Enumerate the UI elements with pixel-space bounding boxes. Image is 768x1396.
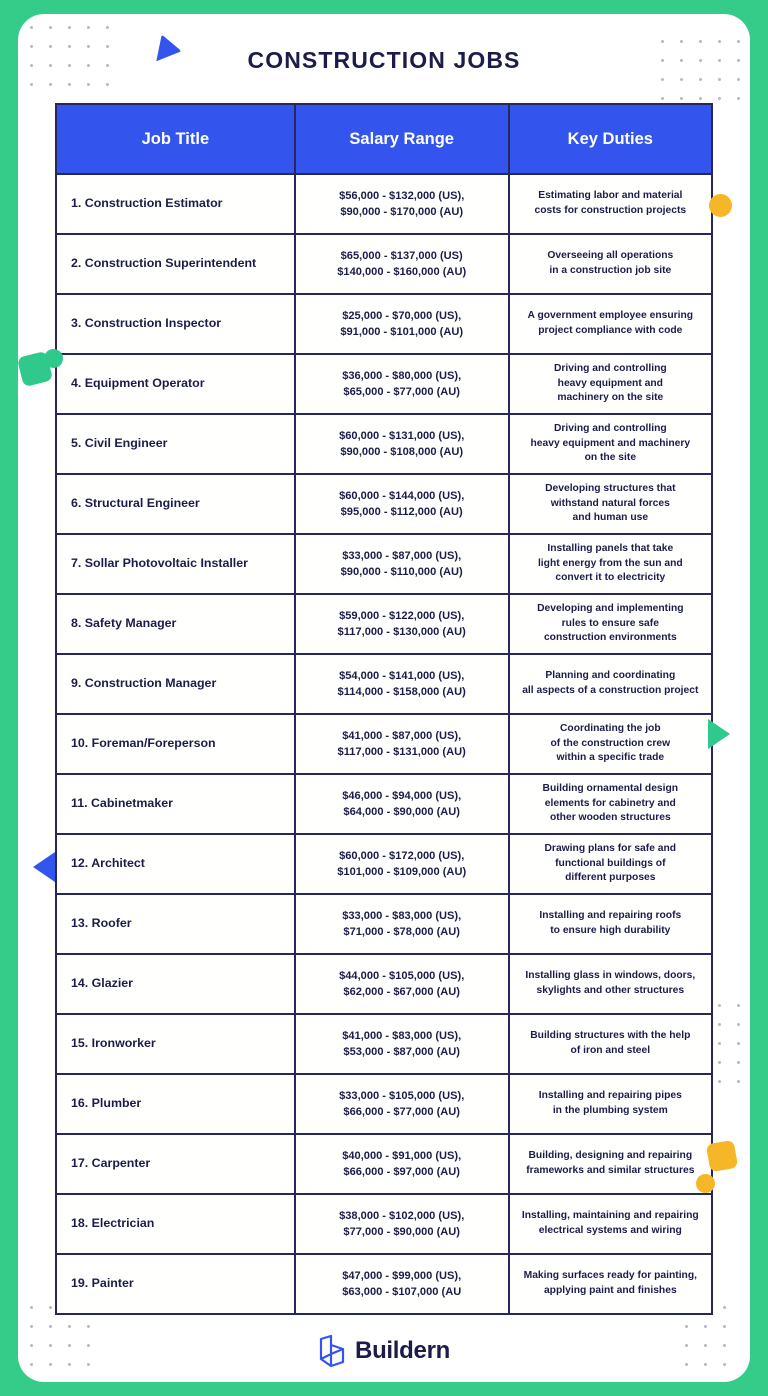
salary-line: $36,000 - $80,000 (US), <box>342 369 462 382</box>
duty-line: Installing glass in windows, doors, <box>525 970 696 982</box>
decorative-dot <box>737 1023 740 1026</box>
decorative-dot <box>737 97 740 100</box>
cell-salary-range <box>295 1254 509 1314</box>
cell-job-title: 16. Plumber <box>56 1074 295 1134</box>
salary-line: $33,000 - $105,000 (US), <box>339 1089 465 1102</box>
green-square-decoration <box>17 351 53 387</box>
salary-line: $33,000 - $83,000 (US), <box>342 909 462 922</box>
table-row <box>56 354 712 414</box>
cell-key-duties <box>509 894 712 954</box>
salary-line: $41,000 - $87,000 (US), <box>342 729 462 742</box>
decorative-dot <box>106 83 109 86</box>
decorative-dot <box>718 1023 721 1026</box>
cell-salary-range <box>295 1194 509 1254</box>
decorative-dot <box>718 78 721 81</box>
table-row <box>56 954 712 1014</box>
salary-line: $33,000 - $87,000 (US), <box>342 549 462 562</box>
table-row <box>56 894 712 954</box>
cell-job-title: 4. Equipment Operator <box>56 354 295 414</box>
duty-line: functional buildings of <box>555 857 666 869</box>
cell-job-title: 11. Cabinetmaker <box>56 774 295 834</box>
duty-line: A government employee ensuring <box>527 310 694 322</box>
table-row <box>56 1134 712 1194</box>
salary-line: $101,000 - $109,000 (AU) <box>337 866 467 878</box>
page-title: CONSTRUCTION JOBS <box>247 47 521 73</box>
duty-line: electrical systems and wiring <box>538 1225 682 1236</box>
decorative-dot <box>49 1306 52 1309</box>
salary-line: $40,000 - $91,000 (US), <box>342 1149 462 1162</box>
salary-line: $114,000 - $158,000 (AU) <box>337 686 466 698</box>
duty-line: Coordinating the job <box>559 723 661 735</box>
cell-job-title: 10. Foreman/Foreperson <box>56 714 295 774</box>
cell-salary-range <box>295 294 509 354</box>
duty-line: Installing panels that take <box>547 543 674 555</box>
duty-line: all aspects of a construction project <box>522 685 699 696</box>
table-row <box>56 174 712 234</box>
duty-line: Building ornamental design <box>542 783 679 795</box>
salary-line: $60,000 - $144,000 (US), <box>339 489 465 502</box>
decorative-dot <box>87 83 90 86</box>
decorative-dot <box>30 1306 33 1309</box>
duty-line: rules to ensure safe <box>561 617 659 629</box>
cell-job-title: 14. Glazier <box>56 954 295 1014</box>
salary-line: $56,000 - $132,000 (US), <box>339 189 465 202</box>
salary-line: $117,000 - $130,000 (AU) <box>337 626 466 638</box>
decorative-dot <box>699 97 702 100</box>
decorative-dot <box>718 1004 721 1007</box>
blue-triangle-icon-left <box>33 852 55 882</box>
salary-line: $60,000 - $131,000 (US), <box>339 429 465 442</box>
duty-line: heavy equipment and machinery <box>530 437 691 449</box>
cell-salary-range <box>295 1014 509 1074</box>
column-header-key-duties: Key Duties <box>509 104 712 174</box>
decorative-dot <box>49 83 52 86</box>
decorative-dot <box>49 1325 52 1328</box>
table-row <box>56 474 712 534</box>
salary-line: $60,000 - $172,000 (US), <box>339 849 465 862</box>
duty-line: of the construction crew <box>550 737 671 749</box>
cell-job-title: 17. Carpenter <box>56 1134 295 1194</box>
decorative-dot <box>30 83 33 86</box>
cell-key-duties <box>509 834 712 894</box>
duty-line: Installing and repairing pipes <box>538 1090 682 1102</box>
cell-salary-range <box>295 1074 509 1134</box>
cell-job-title: 8. Safety Manager <box>56 594 295 654</box>
table-row <box>56 1254 712 1314</box>
decorative-dot <box>723 1306 726 1309</box>
salary-line: $66,000 - $77,000 (AU) <box>343 1106 460 1118</box>
duty-line: different purposes <box>565 872 656 884</box>
table-body <box>56 174 712 1314</box>
brand-footer <box>18 1335 750 1367</box>
decorative-dot <box>704 1325 707 1328</box>
salary-line: $71,000 - $78,000 (AU) <box>343 926 460 938</box>
cell-salary-range <box>295 594 509 654</box>
duty-line: skylights and other structures <box>536 985 685 996</box>
table-header <box>56 104 712 174</box>
column-header-job-title: Job Title <box>56 104 295 174</box>
duty-line: applying paint and finishes <box>543 1285 677 1296</box>
decorative-dot <box>718 1042 721 1045</box>
salary-line: $95,000 - $112,000 (AU) <box>340 506 463 518</box>
cell-salary-range <box>295 654 509 714</box>
decorative-dot <box>737 1004 740 1007</box>
cell-salary-range <box>295 354 509 414</box>
table-row <box>56 1074 712 1134</box>
decorative-dot <box>68 83 71 86</box>
cell-salary-range <box>295 534 509 594</box>
cell-salary-range <box>295 774 509 834</box>
duty-line: Installing, maintaining and repairing <box>521 1210 699 1222</box>
duty-line: in the plumbing system <box>552 1105 668 1116</box>
cell-job-title: 12. Architect <box>56 834 295 894</box>
duty-line: Making surfaces ready for painting, <box>523 1270 697 1282</box>
cell-key-duties <box>509 294 712 354</box>
salary-line: $64,000 - $90,000 (AU) <box>343 806 460 818</box>
table-row <box>56 294 712 354</box>
cell-key-duties <box>509 354 712 414</box>
salary-line: $65,000 - $137,000 (US) <box>340 249 463 262</box>
duty-line: Estimating labor and material <box>538 190 683 202</box>
cell-key-duties <box>509 774 712 834</box>
table-row <box>56 1194 712 1254</box>
duty-line: elements for cabinetry and <box>544 797 676 809</box>
cell-key-duties <box>509 954 712 1014</box>
table-header-row <box>56 104 712 174</box>
salary-line: $66,000 - $97,000 (AU) <box>343 1166 460 1178</box>
cell-key-duties <box>509 474 712 534</box>
salary-line: $38,000 - $102,000 (US), <box>339 1209 465 1222</box>
salary-line: $91,000 - $101,000 (AU) <box>340 326 464 338</box>
salary-line: $59,000 - $122,000 (US), <box>339 609 465 622</box>
duty-line: light energy from the sun and <box>537 557 683 569</box>
decorative-dot <box>680 97 683 100</box>
decorative-dot <box>737 1042 740 1045</box>
cell-key-duties <box>509 414 712 474</box>
duty-line: on the site <box>584 452 637 464</box>
duty-line: in a construction job site <box>549 265 672 276</box>
salary-line: $62,000 - $67,000 (AU) <box>343 986 460 998</box>
cell-key-duties <box>509 594 712 654</box>
salary-line: $53,000 - $87,000 (AU) <box>343 1046 460 1058</box>
duty-line: Building structures with the help <box>530 1030 691 1042</box>
decorative-dot <box>661 78 664 81</box>
decorative-dot <box>718 1080 721 1083</box>
cell-salary-range <box>295 234 509 294</box>
column-header-salary-range: Salary Range <box>295 104 509 174</box>
salary-line: $63,000 - $107,000 (AU <box>342 1286 462 1298</box>
cell-job-title: 5. Civil Engineer <box>56 414 295 474</box>
decorative-dot <box>87 1325 90 1328</box>
duty-line: to ensure high durability <box>550 925 671 936</box>
decorative-dot <box>718 97 721 100</box>
salary-line: $90,000 - $108,000 (AU) <box>340 446 464 458</box>
duty-line: Planning and coordinating <box>545 670 676 682</box>
table-row <box>56 654 712 714</box>
duty-line: Developing structures that <box>545 483 676 495</box>
salary-line: $65,000 - $77,000 (AU) <box>343 386 460 398</box>
buildern-cube-icon <box>318 1335 348 1367</box>
table-row <box>56 414 712 474</box>
duty-line: machinery on the site <box>557 392 664 404</box>
cell-key-duties <box>509 1014 712 1074</box>
jobs-table-wrapper <box>55 103 713 1315</box>
duty-line: and human use <box>572 512 649 524</box>
salary-line: $117,000 - $131,000 (AU) <box>337 746 466 758</box>
decorative-dot <box>737 78 740 81</box>
decorative-dot <box>661 97 664 100</box>
cell-salary-range <box>295 1134 509 1194</box>
decorative-dot <box>30 1325 33 1328</box>
brand-name: Buildern <box>355 1337 450 1364</box>
duty-line: withstand natural forces <box>550 497 670 509</box>
cell-key-duties <box>509 174 712 234</box>
decorative-dot <box>685 1325 688 1328</box>
table-row <box>56 714 712 774</box>
cell-salary-range <box>295 834 509 894</box>
duty-line: other wooden structures <box>549 812 671 824</box>
salary-line: $46,000 - $94,000 (US), <box>342 789 462 802</box>
duty-line: Drawing plans for safe and <box>544 843 677 855</box>
table-row <box>56 234 712 294</box>
duty-line: convert it to electricity <box>555 572 666 584</box>
cell-salary-range <box>295 174 509 234</box>
cell-job-title: 7. Sollar Photovoltaic Installer <box>56 534 295 594</box>
duty-line: heavy equipment and <box>557 377 663 389</box>
cell-key-duties <box>509 1254 712 1314</box>
salary-line: $41,000 - $83,000 (US), <box>342 1029 462 1042</box>
duty-line: of iron and steel <box>570 1045 651 1056</box>
cell-job-title: 9. Construction Manager <box>56 654 295 714</box>
cell-salary-range <box>295 474 509 534</box>
salary-line: $90,000 - $110,000 (AU) <box>340 566 463 578</box>
cell-salary-range <box>295 894 509 954</box>
construction-jobs-table <box>55 103 713 1315</box>
duty-line: within a specific trade <box>556 752 665 764</box>
decorative-dot <box>68 1325 71 1328</box>
duty-line: Overseeing all operations <box>547 250 674 262</box>
cell-key-duties <box>509 234 712 294</box>
cell-key-duties <box>509 714 712 774</box>
cell-job-title: 2. Construction Superintendent <box>56 234 295 294</box>
salary-line: $140,000 - $160,000 (AU) <box>337 266 467 278</box>
table-row <box>56 834 712 894</box>
duty-line: Driving and controlling <box>553 423 667 435</box>
cell-key-duties <box>509 1194 712 1254</box>
salary-line: $25,000 - $70,000 (US), <box>342 309 462 322</box>
salary-line: $47,000 - $99,000 (US), <box>342 1269 462 1282</box>
duty-line: costs for construction projects <box>534 205 687 216</box>
infographic-card <box>18 14 750 1382</box>
salary-line: $90,000 - $170,000 (AU) <box>340 206 464 218</box>
cell-salary-range <box>295 954 509 1014</box>
cell-job-title: 6. Structural Engineer <box>56 474 295 534</box>
cell-job-title: 1. Construction Estimator <box>56 174 295 234</box>
duty-line: construction environments <box>543 632 677 644</box>
table-row <box>56 1014 712 1074</box>
duty-line: project compliance with code <box>538 325 683 336</box>
duty-line: frameworks and similar structures <box>526 1165 695 1176</box>
cell-key-duties <box>509 534 712 594</box>
dot-grid-middle-right <box>718 1004 740 1083</box>
salary-line: $54,000 - $141,000 (US), <box>339 669 465 682</box>
table-row <box>56 594 712 654</box>
cell-key-duties <box>509 1074 712 1134</box>
decorative-dot <box>723 1325 726 1328</box>
decorative-dot <box>680 78 683 81</box>
decorative-dot <box>718 1061 721 1064</box>
cell-salary-range <box>295 714 509 774</box>
duty-line: Developing and implementing <box>537 603 684 615</box>
cell-salary-range <box>295 414 509 474</box>
decorative-dot <box>737 1080 740 1083</box>
cell-job-title: 18. Electrician <box>56 1194 295 1254</box>
cell-job-title: 19. Painter <box>56 1254 295 1314</box>
cell-job-title: 15. Ironworker <box>56 1014 295 1074</box>
duty-line: Building, designing and repairing <box>528 1150 693 1162</box>
cell-key-duties <box>509 1134 712 1194</box>
decorative-dot <box>737 1061 740 1064</box>
cell-job-title: 13. Roofer <box>56 894 295 954</box>
salary-line: $77,000 - $90,000 (AU) <box>343 1226 460 1238</box>
duty-line: Driving and controlling <box>553 363 667 375</box>
cell-job-title: 3. Construction Inspector <box>56 294 295 354</box>
cell-key-duties <box>509 654 712 714</box>
salary-line: $44,000 - $105,000 (US), <box>339 969 465 982</box>
decorative-dot <box>699 78 702 81</box>
duty-line: Installing and repairing roofs <box>539 910 682 922</box>
table-row <box>56 534 712 594</box>
table-row <box>56 774 712 834</box>
